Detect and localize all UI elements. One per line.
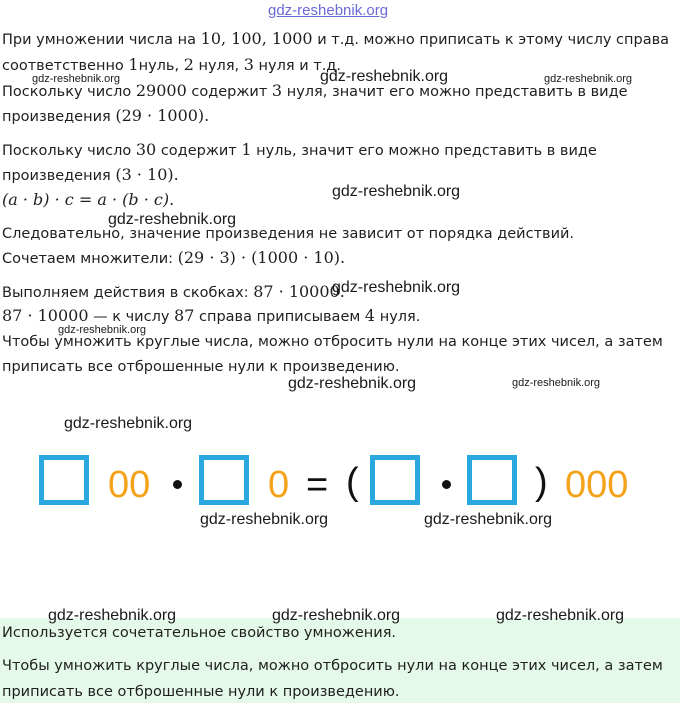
text-line-9 [2, 249, 345, 268]
math-span: 87 [174, 306, 195, 325]
text-span: — к числу [88, 309, 175, 325]
text-span: Следовательно, значение произведения не зависит от порядка действий. [2, 226, 575, 242]
watermark-top[interactable]: gdz-reshebnik.org [268, 2, 389, 19]
empty-box-4 [467, 455, 517, 505]
text-span: Поскольку число [2, 143, 136, 159]
watermark: gdz-reshebnik.org [32, 73, 121, 85]
text-span: содержит [186, 84, 272, 100]
text-line-1 [2, 30, 669, 49]
watermark: gdz-reshebnik.org [496, 607, 625, 624]
watermark: gdz-reshebnik.org [424, 511, 553, 528]
empty-box-2 [199, 455, 249, 505]
text-line-7 [2, 191, 174, 210]
watermark: gdz-reshebnik.org [58, 324, 147, 336]
text-span: справа приписываем [194, 309, 365, 325]
math-span: 3 [271, 81, 283, 100]
math-span: 4 [364, 306, 376, 325]
text-span: нуля и т.д. [253, 58, 341, 74]
text-line-13 [2, 358, 400, 376]
text-span: нуля. [375, 309, 421, 325]
math-span: 1 [241, 140, 252, 159]
watermark: gdz-reshebnik.org [320, 68, 449, 85]
empty-box-1 [39, 455, 89, 505]
watermark: gdz-reshebnik.org [48, 607, 177, 624]
text-span: приписать все отброшенные нули к произведению. [2, 359, 400, 375]
multiply-dot-1 [173, 480, 182, 489]
text-line-4 [2, 107, 209, 126]
text-line-6 [2, 166, 179, 185]
text-span: произведения [2, 168, 116, 184]
rule-line-3: приписать все отброшенные нули к произведению. [2, 684, 400, 700]
math-span: (29 · 1000). [115, 106, 210, 125]
text-line-10 [2, 283, 345, 302]
math-span: (3 · 10). [115, 165, 179, 184]
text-line-5 [2, 141, 597, 160]
math-span: (29 · 3) · (1000 · 10). [177, 248, 346, 267]
equals-sign: = [306, 464, 329, 506]
watermark: gdz-reshebnik.org [272, 607, 401, 624]
watermark: gdz-reshebnik.org [200, 511, 329, 528]
text-span: произведения [2, 109, 116, 125]
multiply-dot-2 [442, 480, 451, 489]
watermark: gdz-reshebnik.org [108, 211, 237, 228]
watermark: gdz-reshebnik.org [288, 375, 417, 392]
math-span: 1 [128, 55, 139, 74]
text-span: нуля, значит его можно представить в виде [282, 84, 628, 100]
text-span: нуль, [138, 58, 184, 74]
math-span: (a · b) · c = a · (b · c). [2, 190, 175, 209]
right-paren: ) [535, 461, 548, 503]
math-span: 30 [135, 140, 157, 159]
text-span: Чтобы умножить круглые числа, можно отбросить нули на конце этих чисел, а затем [2, 334, 663, 350]
text-span: содержит [156, 143, 242, 159]
text-span: Выполняем действия в скобках: [2, 285, 254, 301]
text-span: нуля, [193, 58, 244, 74]
zeros-1: 00 [108, 464, 151, 506]
math-span: 2 [183, 55, 194, 74]
math-span: 87 · 10000 [2, 306, 89, 325]
watermark: gdz-reshebnik.org [64, 415, 193, 432]
watermark: gdz-reshebnik.org [544, 73, 633, 85]
rule-line-2: Чтобы умножить круглые числа, можно отбросить нули на конце этих чисел, а затем [2, 658, 663, 674]
text-span: и т.д. можно приписать к этому числу справа [312, 32, 670, 48]
text-span: Сочетаем множители: [2, 251, 178, 267]
left-paren: ( [346, 461, 359, 503]
rule-line-1: Используется сочетательное свойство умножения. [2, 625, 397, 641]
math-span: 87 · 10000. [253, 282, 345, 301]
text-span: нуль, значит его можно представить в виде [251, 143, 597, 159]
watermark: gdz-reshebnik.org [512, 377, 601, 389]
watermark: gdz-reshebnik.org [332, 279, 461, 296]
zeros-3: 000 [565, 464, 629, 506]
math-span: 10, 100, 1000 [200, 29, 313, 48]
text-line-8 [2, 225, 574, 243]
text-span: Поскольку число [2, 84, 136, 100]
text-span: соответственно [2, 58, 129, 74]
math-span: 3 [243, 55, 254, 74]
math-span: 29000 [135, 81, 187, 100]
watermark: gdz-reshebnik.org [332, 183, 461, 200]
text-span: При умножении числа на [2, 32, 201, 48]
zeros-2: 0 [268, 464, 290, 506]
empty-box-3 [370, 455, 420, 505]
